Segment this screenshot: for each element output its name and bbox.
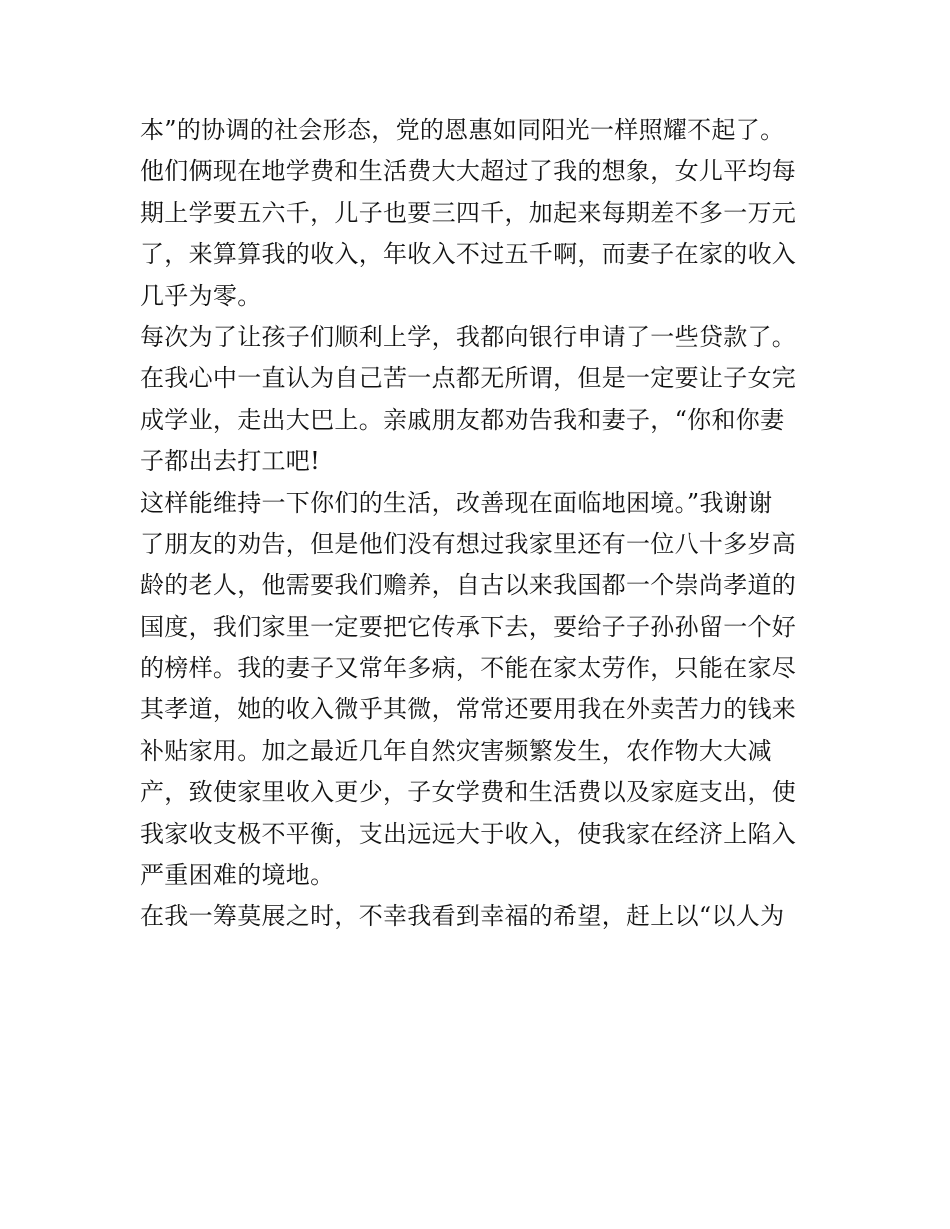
text-line: 了朋友的劝告，但是他们没有想过我家里还有一位八十多岁高 xyxy=(140,529,797,558)
text-line: 了，来算算我的收入，年收入不过五千啊，而妻子在家的收入 xyxy=(140,240,797,269)
text-line: 期上学要五六千，儿子也要三四千，加起来每期差不多一万元 xyxy=(140,198,797,227)
text-line: 严重困难的境地。 xyxy=(140,861,335,890)
text-line: 补贴家用。加之最近几年自然灾害频繁发生，农作物大大减 xyxy=(140,736,772,765)
text-line: 本”的协调的社会形态，党的恩惠如同阳光一样照耀不起了。 xyxy=(140,116,785,144)
text-line: 在我一筹莫展之时，不幸我看到幸福的希望，赶上以“以人为 xyxy=(140,902,785,931)
text-line: 每次为了让孩子们顺利上学，我都向银行申请了一些贷款了。 xyxy=(140,322,797,351)
text-line: 他们俩现在地学费和生活费大大超过了我的想象，女儿平均每 xyxy=(140,157,797,186)
text-line: 几乎为零。 xyxy=(140,281,262,310)
text-line: 龄的老人，他需要我们赡养，自古以来我国都一个崇尚孝道的 xyxy=(140,571,797,600)
document-body xyxy=(140,110,820,938)
text-line: 成学业，走出大巴上。亲戚朋友都劝告我和妻子，“你和你妻 xyxy=(140,405,785,434)
text-line: 这样能维持一下你们的生活，改善现在面临地困境。”我谢谢 xyxy=(140,488,773,517)
text-line: 产，致使家里收入更少，子女学费和生活费以及家庭支出，使 xyxy=(140,778,797,807)
text-line: 国度，我们家里一定要把它传承下去，要给子子孙孙留一个好 xyxy=(140,612,797,641)
text-line: 其孝道，她的收入微乎其微，常常还要用我在外卖苦力的钱来 xyxy=(140,695,797,724)
text-line: 的榜样。我的妻子又常年多病，不能在家太劳作，只能在家尽 xyxy=(140,654,797,683)
text-line: 在我心中一直认为自己苦一点都无所谓，但是一定要让子女完 xyxy=(140,364,797,393)
text-line: 我家收支极不平衡，支出远远大于收入，使我家在经济上陷入 xyxy=(140,819,797,848)
text-line: 子都出去打工吧! xyxy=(140,447,321,476)
